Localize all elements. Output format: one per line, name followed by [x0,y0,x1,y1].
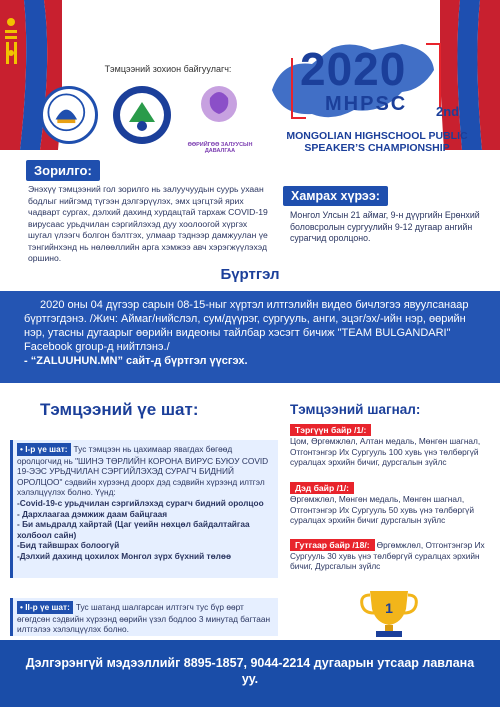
prize-text-1: Цом, Өргөмжлөл, Алтан медаль, Мөнгөн шагнал, Отгонтэнгэр Их Сургууль 100 хувь үнэ төлбөргүй суралцах эрхийн бичиг, дурсгалын зүйлс [290,436,481,468]
event-abbreviation: MHPSC [325,93,408,115]
prizes-heading: Тэмцээний шагнал: [290,402,421,417]
mongolia-flag-right [440,0,500,150]
organizer-logo-1 [40,86,98,144]
event-edition: 2nd [436,104,460,119]
stage-1-topic: -Covid-19-с урьдчилан сэргийлэхэд сурагч бидний оролцоо [17,497,264,508]
registration-heading: Бүртгэл [220,266,280,283]
prize-text-2: Өргөмжлөл, Мөнгөн медаль, Мөнгөн шагнал, Отгонтэнгэр Их Сургууль 50 хувь үнэ төлбөргүй суралцах эрхийн бичиг дурсгалын зүйлс [290,494,474,526]
contact-text: Дэлгэрэнгүй мэдээллийг 8895-1857, 9044-2214 дугаарын утсаар лавлана уу. [25,656,475,686]
logo-3-label: ӨӨРИЙГӨӨ ЗАЛУУСЫН ДАВАЛГАА [187,142,253,154]
stage-1-topic: -Дэлхий дахинд цохилох Монгол зүрх бүхний төлөө [17,550,232,561]
stages-heading: Тэмцээний үе шат: [40,400,199,419]
event-title: MONGOLIAN HIGHSCHOOL PUBLIC SPEAKER’S CHAMPIONSHIP [286,130,468,154]
registration-line-1: 2020 оны 04 дүгээр сарын 08-15-ныг хүртэл илтгэлийн видео бичлэгээ явуулсанаар бүртгэгдэнэ. /Жич: Аймаг/нийслэл, сум/дүүрэг, сургууль, анги, эцэг/эх/-ийн нэр, өөрийн нэр, утасны дугаарыг өөрийн видеоны тайлбар хэсэгт бичиж "TEAM BULGANDARI" Facebook group-д нийтлэнэ./ [24,299,469,353]
organizer-logo-3 [190,80,248,138]
registration-line-2: - “ZALUUHUN.MN” сайт-д бүртгэл үүсгэх. [24,355,248,367]
trophy-number: 1 [385,600,393,616]
organizer-title: Тэмцээний зохион байгуулагч: [104,64,232,74]
stage-2-tag: • II-р үе шат: [17,601,73,614]
prize-place-2: Дэд байр /1/: [290,482,354,494]
goal-text: Энэхүү тэмцээний гол зорилго нь залуучуудын суурь ухаан бодлыг нийгэмд түгээн дэлгэрүүлэх, эмх цэгцтэй ярих чадварт сургах, дэлхий дахинд хурдацтай тархаж COVID-19 вирусаас урьдчилан сэргийлэхэд дуу хоолоогой хүргэх шугал үлээгч болгон бэлтгэх, улмаар тэднээр дамжуулан үе тэнгийнхэнд нь нөлөөллийн арга хэмжээ авч хэрэгжүүлэхэд оршино. [28,184,268,263]
prize-place-1: Тэргүүн байр /1/: [290,424,371,436]
registration-text [24,298,482,368]
event-year: 2020 [300,43,407,95]
stage-2-text: Тус шатанд шалгарсан илтгэгч тус бүр өөрт өгөгдсөн сэдвийн хүрээнд өөрийн үзэл бодлоо 3 минутад багтаан илтгэлээ хэлэлцүүлэх болно. [17,602,271,635]
scope-text: Монгол Улсын 21 аймаг, 9-н дүүргийн Ерөнхий боловсролын сургуулийн 9-12 дугаар ангийн сурагчид оролцоно. [290,210,480,243]
stage-1-topic: -Бид тайвшрах болоогүй [17,540,120,551]
stage-1-intro: Тус тэмцээн нь цахимаар явагдах бөгөөд оролцогчид нь "ШИНЭ ТӨРЛИЙН КОРОНА ВИРУС БУЮУ COVID 19-ЭЭС УРЬДЧИЛАН СЭРГИЙЛЭХЭД СУРАГЧ БИДНИЙ ОРОЛЦОО" сэдвийн хүрээнд доорх дэд сэдвийн хүрээнд илтгэл хэлэлцүүлэх болно. Үүнд: [17,444,269,498]
goal-heading: Зорилго: [26,160,100,181]
stage-1-topic: - Би амьдралд хайртай (Цаг үеийн нөхцөл байдалтайгаа холбоол сайн) [17,519,250,540]
stage-1-box [10,440,278,578]
stage-1-tag: • I-р үе шат: [17,443,71,456]
prize-text-3 [290,540,488,572]
organizer-logo-2 [113,86,171,144]
trophy-icon [358,585,420,643]
prize-place-3: Гутгаар байр /18/: [290,539,375,551]
stage-1-topic: - Дархлаагаа дэмжиж даам байцгаая [17,508,168,519]
stage-2-box [10,598,278,636]
scope-heading: Хамрах хүрээ: [283,186,388,206]
prize-text-3-body: Өргөмжлөл, Отгонтэнгэр Их Сургууль 30 хувь үнэ төлбөргүй суралцах эрхийн бичиг, Дурсгалын зүйлс [290,540,485,572]
